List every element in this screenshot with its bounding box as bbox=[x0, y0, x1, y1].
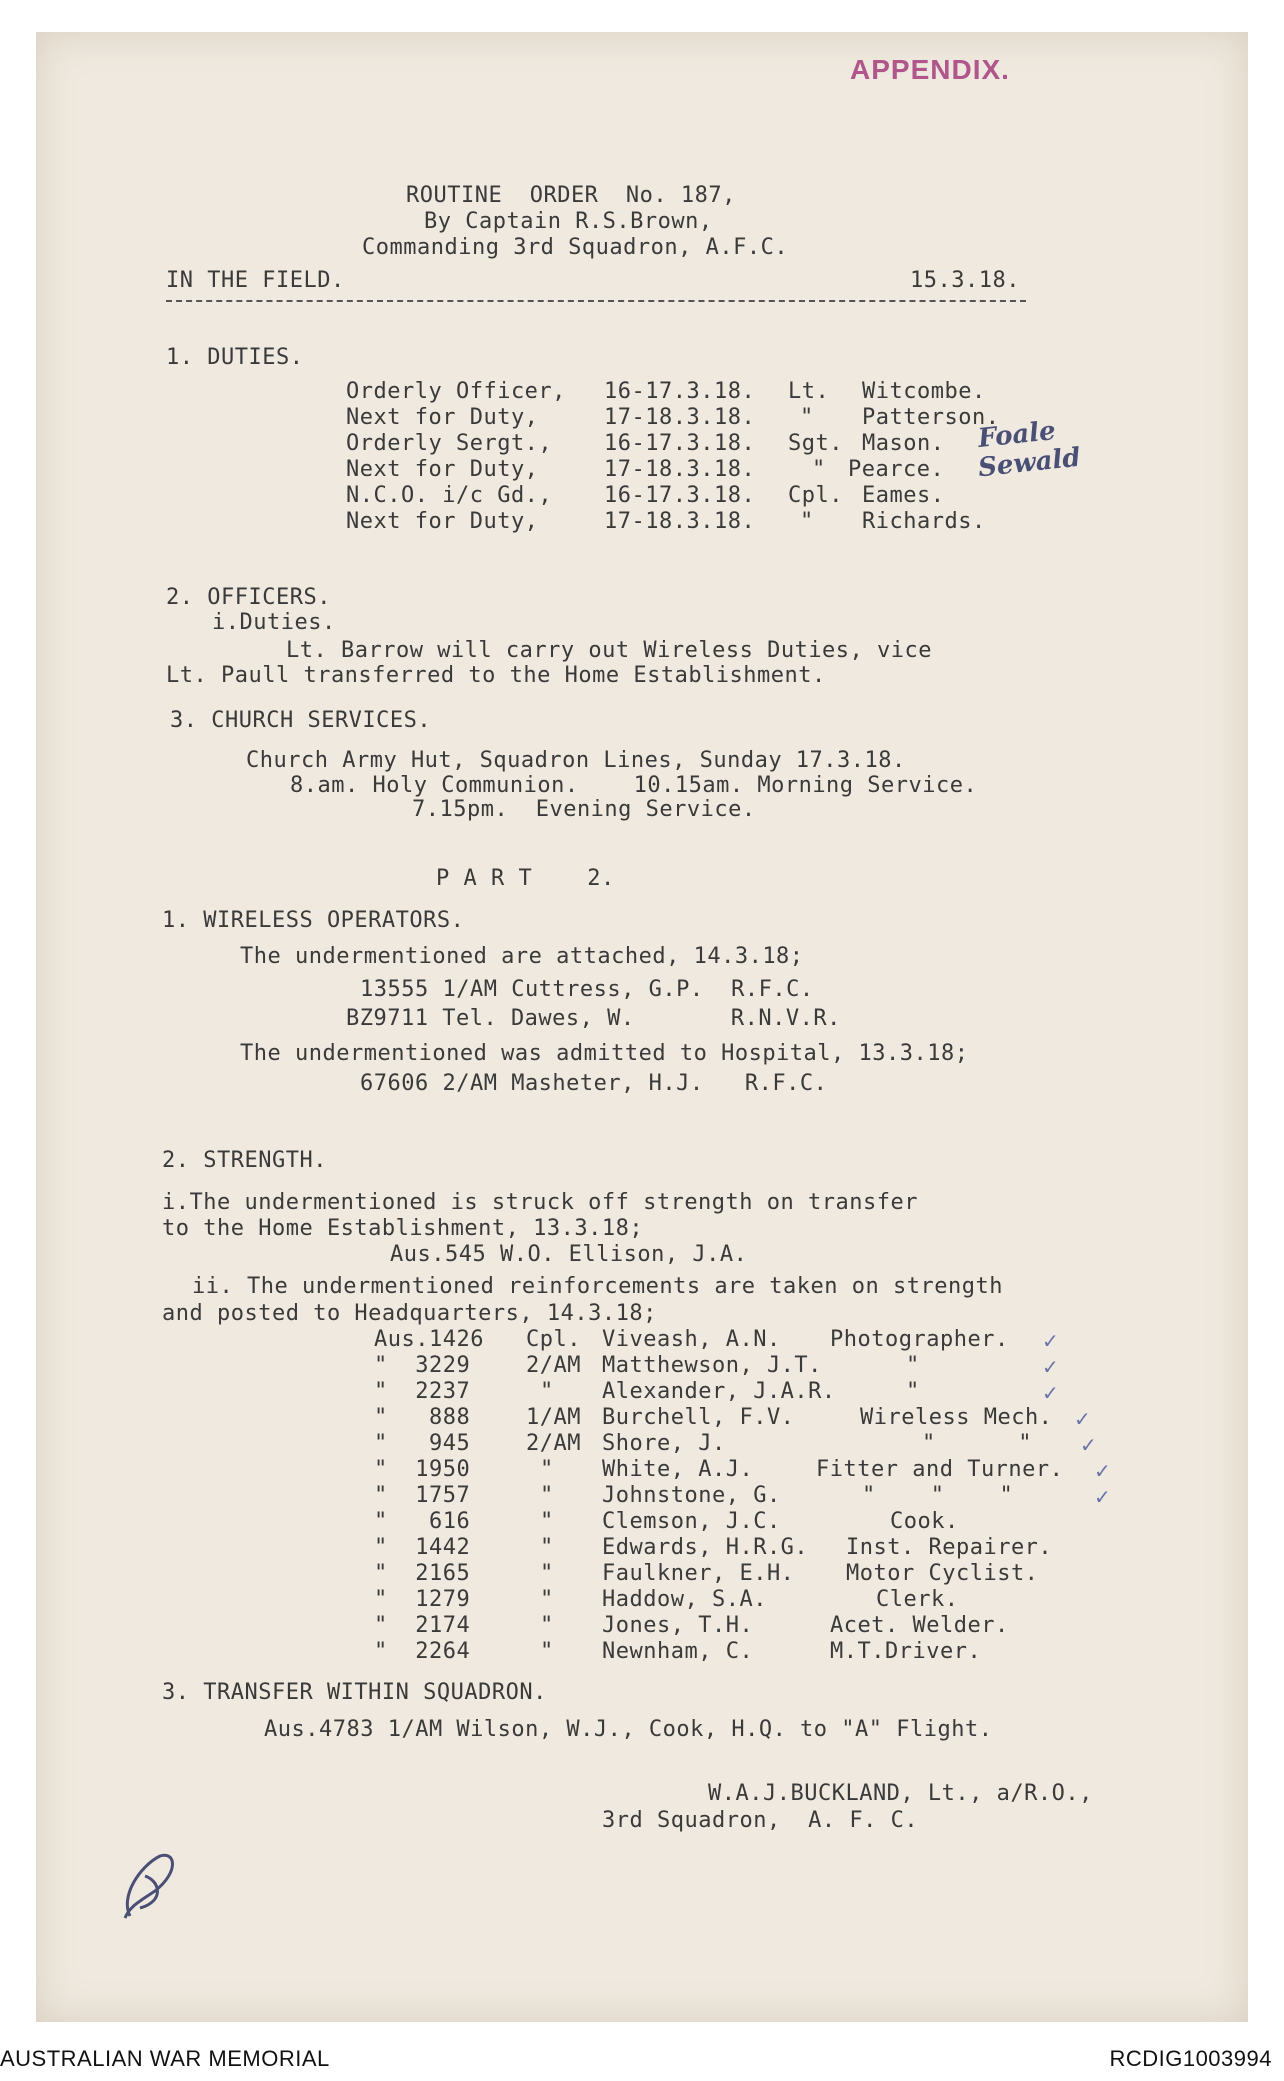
strength-heading: 2. STRENGTH. bbox=[162, 1148, 327, 1173]
duty-name: Witcombe. bbox=[862, 379, 986, 404]
service-number: " 2165 bbox=[374, 1561, 471, 1586]
wireless-heading: 1. WIRELESS OPERATORS. bbox=[162, 908, 465, 933]
transfer-heading: 3. TRANSFER WITHIN SQUADRON. bbox=[162, 1680, 547, 1705]
officers-heading: 2. OFFICERS. bbox=[166, 585, 331, 610]
footer-left: AUSTRALIAN WAR MEMORIAL bbox=[0, 2046, 330, 2071]
handwritten-name-1: Foale bbox=[976, 416, 1058, 454]
table-row bbox=[0, 1561, 1284, 1587]
transfer-text: Aus.4783 1/AM Wilson, W.J., Cook, H.Q. to "A" Flight. bbox=[264, 1717, 993, 1742]
duties-heading: 1. DUTIES. bbox=[166, 345, 304, 370]
part2-heading: P A R T 2. bbox=[436, 866, 615, 891]
duty-row bbox=[0, 379, 1284, 405]
duty-rank: " bbox=[812, 457, 826, 482]
person-name: Shore, J. bbox=[602, 1431, 726, 1456]
duty-row bbox=[0, 431, 1284, 457]
person-name: Alexander, J.A.R. bbox=[602, 1379, 836, 1404]
person-name: Clemson, J.C. bbox=[602, 1509, 781, 1534]
church-heading: 3. CHURCH SERVICES. bbox=[170, 708, 432, 733]
duty-row bbox=[0, 483, 1284, 509]
person-name: Newnham, C. bbox=[602, 1639, 754, 1664]
trade: M.T.Driver. bbox=[830, 1639, 982, 1664]
duty-role: Next for Duty, bbox=[346, 405, 539, 430]
trade: Acet. Welder. bbox=[830, 1613, 1009, 1638]
service-number: " 888 bbox=[374, 1405, 471, 1430]
strength-ii-line-1: ii. The undermentioned reinforcements are taken on strength bbox=[192, 1274, 1003, 1299]
duty-dates: 17-18.3.18. bbox=[604, 457, 756, 482]
trade: Wireless Mech. bbox=[860, 1405, 1053, 1430]
person-name: Edwards, H.R.G. bbox=[602, 1535, 809, 1560]
trade: " bbox=[906, 1353, 920, 1378]
duty-dates: 17-18.3.18. bbox=[604, 509, 756, 534]
order-by: By Captain R.S.Brown, bbox=[424, 209, 713, 234]
rank: " bbox=[540, 1587, 554, 1612]
wireless-person-2: BZ9711 Tel. Dawes, W. R.N.V.R. bbox=[346, 1006, 841, 1031]
duty-row bbox=[0, 457, 1284, 483]
header-rule bbox=[166, 300, 1026, 302]
rank: 1/AM bbox=[526, 1405, 581, 1430]
trade: Fitter and Turner. bbox=[816, 1457, 1064, 1482]
strength-i-line-1: i.The undermentioned is struck off strength on transfer bbox=[162, 1190, 918, 1215]
service-number: " 945 bbox=[374, 1431, 471, 1456]
table-row bbox=[0, 1587, 1284, 1613]
rank: " bbox=[540, 1457, 554, 1482]
service-number: " 1757 bbox=[374, 1483, 471, 1508]
person-name: Haddow, S.A. bbox=[602, 1587, 767, 1612]
wireless-hospital: The undermentioned was admitted to Hospital, 13.3.18; bbox=[240, 1041, 969, 1066]
table-row bbox=[0, 1613, 1284, 1639]
footer-right: RCDIG1003994 bbox=[1109, 2046, 1272, 2071]
tick-mark: ✓ bbox=[1094, 1459, 1111, 1483]
rank: " bbox=[540, 1509, 554, 1534]
person-name: Burchell, F.V. bbox=[602, 1405, 795, 1430]
duty-rank: " bbox=[800, 405, 814, 430]
officers-text-2: Lt. Paull transferred to the Home Establishment. bbox=[166, 663, 826, 688]
table-row bbox=[0, 1509, 1284, 1535]
person-name: Faulkner, E.H. bbox=[602, 1561, 795, 1586]
duty-rank: " bbox=[800, 509, 814, 534]
service-number: " 1950 bbox=[374, 1457, 471, 1482]
duty-rank: Sgt. bbox=[788, 431, 843, 456]
handwritten-initials bbox=[110, 1846, 190, 1926]
tick-mark: ✓ bbox=[1080, 1433, 1097, 1457]
rank: " bbox=[540, 1535, 554, 1560]
table-row bbox=[0, 1639, 1284, 1665]
rank: " bbox=[540, 1561, 554, 1586]
order-date: 15.3.18. bbox=[910, 268, 1020, 293]
duty-row bbox=[0, 405, 1284, 431]
duty-name: Patterson. bbox=[862, 405, 1000, 430]
rank: 2/AM bbox=[526, 1353, 581, 1378]
place: IN THE FIELD. bbox=[166, 268, 345, 293]
table-row bbox=[0, 1379, 1284, 1405]
wireless-attached: The undermentioned are attached, 14.3.18; bbox=[240, 944, 804, 969]
trade: " " " bbox=[862, 1483, 1014, 1508]
wireless-person-1: 13555 1/AM Cuttress, G.P. R.F.C. bbox=[360, 977, 814, 1002]
duty-dates: 16-17.3.18. bbox=[604, 431, 756, 456]
wireless-person-3: 67606 2/AM Masheter, H.J. R.F.C. bbox=[360, 1071, 828, 1096]
duty-name: Richards. bbox=[862, 509, 986, 534]
person-name: Matthewson, J.T. bbox=[602, 1353, 822, 1378]
officers-sub: i.Duties. bbox=[212, 610, 336, 635]
table-row bbox=[0, 1457, 1284, 1483]
trade: Motor Cyclist. bbox=[846, 1561, 1039, 1586]
duty-row bbox=[0, 509, 1284, 535]
trade: Inst. Repairer. bbox=[846, 1535, 1053, 1560]
duty-name: Eames. bbox=[862, 483, 945, 508]
duty-dates: 17-18.3.18. bbox=[604, 405, 756, 430]
duty-dates: 16-17.3.18. bbox=[604, 379, 756, 404]
table-row bbox=[0, 1327, 1284, 1353]
officers-text-1: Lt. Barrow will carry out Wireless Duties, vice bbox=[286, 638, 933, 663]
service-number: Aus.1426 bbox=[374, 1327, 484, 1352]
table-row bbox=[0, 1405, 1284, 1431]
duty-rank: Cpl. bbox=[788, 483, 843, 508]
tick-mark: ✓ bbox=[1074, 1407, 1091, 1431]
trade: Clerk. bbox=[876, 1587, 959, 1612]
table-row bbox=[0, 1353, 1284, 1379]
rank: 2/AM bbox=[526, 1431, 581, 1456]
duty-role: Next for Duty, bbox=[346, 509, 539, 534]
tick-mark: ✓ bbox=[1042, 1381, 1059, 1405]
duty-role: Orderly Officer, bbox=[346, 379, 566, 404]
church-line-2: 8.am. Holy Communion. 10.15am. Morning Service. bbox=[290, 773, 978, 798]
service-number: " 616 bbox=[374, 1509, 471, 1534]
tick-mark: ✓ bbox=[1042, 1329, 1059, 1353]
strength-i-line-2: to the Home Establishment, 13.3.18; bbox=[162, 1216, 644, 1241]
table-row bbox=[0, 1483, 1284, 1509]
rank: Cpl. bbox=[526, 1327, 581, 1352]
table-row bbox=[0, 1431, 1284, 1457]
person-name: Jones, T.H. bbox=[602, 1613, 754, 1638]
signature-line-1: W.A.J.BUCKLAND, Lt., a/R.O., bbox=[708, 1781, 1093, 1806]
trade: " " bbox=[922, 1431, 1032, 1456]
rank: " bbox=[540, 1483, 554, 1508]
duty-role: Orderly Sergt., bbox=[346, 431, 553, 456]
trade: Cook. bbox=[890, 1509, 959, 1534]
tick-mark: ✓ bbox=[1042, 1355, 1059, 1379]
signature-line-2: 3rd Squadron, A. F. C. bbox=[602, 1808, 919, 1833]
service-number: " 2237 bbox=[374, 1379, 471, 1404]
rank: " bbox=[540, 1379, 554, 1404]
person-name: White, A.J. bbox=[602, 1457, 754, 1482]
table-row bbox=[0, 1535, 1284, 1561]
service-number: " 2264 bbox=[374, 1639, 471, 1664]
person-name: Viveash, A.N. bbox=[602, 1327, 781, 1352]
initials-scribble bbox=[110, 1846, 190, 1926]
handwritten-name-2: Sewald bbox=[976, 442, 1082, 484]
church-line-3: 7.15pm. Evening Service. bbox=[412, 797, 756, 822]
order-title: ROUTINE ORDER No. 187, bbox=[406, 183, 736, 208]
strength-ii-line-2: and posted to Headquarters, 14.3.18; bbox=[162, 1301, 657, 1326]
duty-rank: Lt. bbox=[788, 379, 830, 404]
rank: " bbox=[540, 1613, 554, 1638]
service-number: " 3229 bbox=[374, 1353, 471, 1378]
trade: Photographer. bbox=[830, 1327, 1009, 1352]
service-number: " 1279 bbox=[374, 1587, 471, 1612]
trade: " bbox=[906, 1379, 920, 1404]
rank: " bbox=[540, 1639, 554, 1664]
duty-role: N.C.O. i/c Gd., bbox=[346, 483, 553, 508]
duty-dates: 16-17.3.18. bbox=[604, 483, 756, 508]
church-line-1: Church Army Hut, Squadron Lines, Sunday 17.3.18. bbox=[246, 748, 906, 773]
strength-i-person: Aus.545 W.O. Ellison, J.A. bbox=[390, 1242, 748, 1267]
duty-role: Next for Duty, bbox=[346, 457, 539, 482]
person-name: Johnstone, G. bbox=[602, 1483, 781, 1508]
order-commanding: Commanding 3rd Squadron, A.F.C. bbox=[362, 235, 789, 260]
service-number: " 2174 bbox=[374, 1613, 471, 1638]
service-number: " 1442 bbox=[374, 1535, 471, 1560]
duty-name: Mason. bbox=[862, 431, 945, 456]
appendix-stamp: APPENDIX. bbox=[850, 54, 1010, 85]
duty-name: Pearce. bbox=[848, 457, 945, 482]
tick-mark: ✓ bbox=[1094, 1485, 1111, 1509]
